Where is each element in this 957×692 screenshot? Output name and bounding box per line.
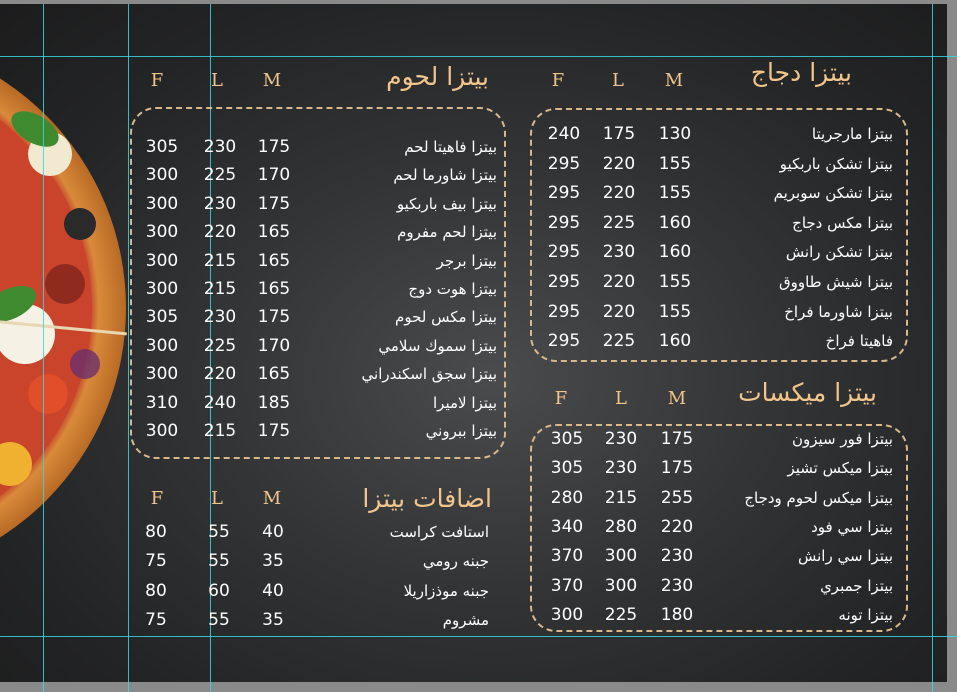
chicken-price-f: 295 xyxy=(547,212,581,233)
header-l: L xyxy=(612,70,624,91)
meat-item-name: بيتزا سموك سلامي xyxy=(378,336,497,355)
guide-line xyxy=(43,4,44,692)
meat-price-f: 300 xyxy=(145,165,179,186)
extras-price-l: 60 xyxy=(208,580,230,601)
mix-price-m: 230 xyxy=(660,575,694,596)
extras-price-m: 40 xyxy=(262,580,284,601)
mix-price-f: 280 xyxy=(550,487,584,508)
mix-price-m: 255 xyxy=(660,487,694,508)
meat-price-f: 300 xyxy=(145,421,179,441)
extras-price-f: 75 xyxy=(145,609,167,630)
chicken-price-l: 220 xyxy=(602,272,636,292)
mix-price-f: 300 xyxy=(550,604,584,625)
header-m: M xyxy=(262,70,282,91)
chicken-price-f: 295 xyxy=(547,331,581,352)
mix-item-name: بيتزا ميكس لحوم ودجاج xyxy=(744,488,893,507)
chicken-item-name: بيتزا تشكن سوبريم xyxy=(773,184,893,203)
section-title-mix: بيتزا ميكسات xyxy=(738,378,877,407)
meat-price-m: 165 xyxy=(257,364,291,385)
chicken-price-m: 130 xyxy=(658,124,692,144)
chicken-item-name: بيتزا تشكن باربكيو xyxy=(779,154,893,173)
extras-price-m: 35 xyxy=(262,551,284,572)
chicken-price-m: 160 xyxy=(658,212,692,233)
mix-price-l: 230 xyxy=(604,429,638,449)
meat-item-name: بيتزا هوت دوج xyxy=(408,280,497,298)
chicken-price-l: 220 xyxy=(602,301,636,322)
header-f: F xyxy=(150,488,164,509)
mix-price-f: 305 xyxy=(550,429,584,449)
meat-price-f: 300 xyxy=(145,335,179,356)
mix-item-name: بيتزا جمبري xyxy=(820,576,893,595)
section-title-extras: اضافات بيتزا xyxy=(362,484,492,513)
meat-price-f: 305 xyxy=(145,307,179,328)
meat-price-l: 220 xyxy=(203,222,237,243)
meat-price-f: 305 xyxy=(145,137,179,157)
mix-price-l: 215 xyxy=(604,487,638,508)
guide-line xyxy=(128,4,129,692)
header-m: M xyxy=(262,488,282,509)
meat-item-name: بيتزا سجق اسكندراني xyxy=(361,365,497,384)
meat-price-l: 225 xyxy=(203,335,237,356)
mix-price-f: 340 xyxy=(550,516,584,537)
header-l: L xyxy=(211,488,223,509)
mix-price-f: 370 xyxy=(550,575,584,596)
chicken-price-m: 160 xyxy=(658,242,692,263)
chicken-box xyxy=(530,108,908,362)
chicken-price-f: 295 xyxy=(547,242,581,263)
chicken-item-name: بيتزا مارجريتا xyxy=(811,125,893,143)
chicken-price-l: 220 xyxy=(602,183,636,204)
mix-item-name: بيتزا فور سيزون xyxy=(791,430,893,448)
chicken-price-f: 240 xyxy=(547,124,581,144)
meat-price-m: 170 xyxy=(257,335,291,356)
extras-price-l: 55 xyxy=(208,609,230,630)
mix-price-m: 180 xyxy=(660,604,694,625)
meat-price-f: 300 xyxy=(145,193,179,214)
mix-item-name: بيتزا تونه xyxy=(838,605,893,624)
chicken-price-f: 295 xyxy=(547,183,581,204)
meat-price-m: 165 xyxy=(257,222,291,243)
mix-price-l: 225 xyxy=(604,604,638,625)
chicken-price-l: 175 xyxy=(602,124,636,144)
meat-price-m: 175 xyxy=(257,421,291,441)
meat-price-f: 310 xyxy=(145,392,179,413)
meat-price-l: 230 xyxy=(203,307,237,328)
extras-item-name: مشروم xyxy=(442,610,489,629)
chicken-price-l: 220 xyxy=(602,153,636,174)
mix-price-f: 305 xyxy=(550,458,584,479)
meat-item-name: بيتزا فاهيتا لحم xyxy=(404,138,497,156)
mix-price-m: 230 xyxy=(660,546,694,567)
mix-price-m: 175 xyxy=(660,458,694,479)
chicken-item-name: فاهيتا فراخ xyxy=(825,332,893,351)
mix-price-l: 230 xyxy=(604,458,638,479)
mix-item-name: بيتزا سي رانش xyxy=(798,547,893,566)
chicken-price-l: 225 xyxy=(602,212,636,233)
mix-price-f: 370 xyxy=(550,546,584,567)
extras-item-name: جبنه موذزاريلا xyxy=(403,581,489,600)
meat-price-f: 300 xyxy=(145,279,179,299)
chicken-price-f: 295 xyxy=(547,272,581,292)
meat-item-name: بيتزا شاورما لحم xyxy=(393,166,497,185)
header-l: L xyxy=(615,388,627,409)
meat-price-m: 170 xyxy=(257,165,291,186)
pizza-image xyxy=(0,34,128,582)
extras-price-l: 55 xyxy=(208,522,230,542)
meat-item-name: بيتزا بيف باربكيو xyxy=(396,194,497,213)
extras-price-f: 80 xyxy=(145,522,167,542)
meat-price-l: 215 xyxy=(203,421,237,441)
mix-price-l: 280 xyxy=(604,516,638,537)
extras-item-name: جبنه رومي xyxy=(422,552,489,571)
chicken-price-m: 160 xyxy=(658,331,692,352)
section-title-meat: بيتزا لحوم xyxy=(386,62,489,91)
chicken-price-m: 155 xyxy=(658,183,692,204)
menu-board xyxy=(0,4,947,682)
extras-price-f: 80 xyxy=(145,580,167,601)
meat-item-name: بيتزا لحم مفروم xyxy=(397,223,497,242)
meat-item-name: بيتزا مكس لحوم xyxy=(395,308,497,327)
header-f: F xyxy=(551,70,565,91)
chicken-price-m: 155 xyxy=(658,153,692,174)
meat-price-m: 165 xyxy=(257,279,291,299)
meat-price-m: 165 xyxy=(257,250,291,271)
guide-line xyxy=(0,56,957,57)
meat-item-name: بيتزا برجر xyxy=(436,251,497,270)
extras-price-l: 55 xyxy=(208,551,230,572)
extras-price-m: 40 xyxy=(262,522,284,542)
meat-price-l: 230 xyxy=(203,137,237,157)
meat-price-l: 230 xyxy=(203,193,237,214)
section-title-chicken: بيتزا دجاج xyxy=(750,58,852,87)
extras-price-m: 35 xyxy=(262,609,284,630)
meat-price-l: 225 xyxy=(203,165,237,186)
extras-price-f: 75 xyxy=(145,551,167,572)
header-m: M xyxy=(667,388,687,409)
chicken-item-name: بيتزا شيش طاووق xyxy=(778,273,893,291)
chicken-price-m: 155 xyxy=(658,301,692,322)
header-m: M xyxy=(664,70,684,91)
mix-price-l: 300 xyxy=(604,546,638,567)
mix-item-name: بيتزا سي فود xyxy=(811,517,893,536)
meat-price-l: 215 xyxy=(203,250,237,271)
mix-item-name: بيتزا ميكس تشيز xyxy=(787,459,893,478)
meat-price-l: 220 xyxy=(203,364,237,385)
meat-price-f: 300 xyxy=(145,364,179,385)
chicken-price-l: 230 xyxy=(602,242,636,263)
guide-line xyxy=(932,4,933,692)
chicken-price-l: 225 xyxy=(602,331,636,352)
meat-price-m: 175 xyxy=(257,193,291,214)
meat-price-l: 240 xyxy=(203,392,237,413)
extras-item-name: استافت كراست xyxy=(389,523,489,541)
header-f: F xyxy=(554,388,568,409)
meat-price-f: 300 xyxy=(145,222,179,243)
meat-price-m: 175 xyxy=(257,307,291,328)
meat-price-m: 175 xyxy=(257,137,291,157)
meat-item-name: بيتزا ببروني xyxy=(425,422,497,440)
mix-price-m: 220 xyxy=(660,516,694,537)
mix-price-l: 300 xyxy=(604,575,638,596)
guide-line xyxy=(0,636,957,637)
chicken-price-f: 295 xyxy=(547,301,581,322)
chicken-item-name: بيتزا تشكن رانش xyxy=(785,243,893,262)
header-f: F xyxy=(150,70,164,91)
meat-price-m: 185 xyxy=(257,392,291,413)
chicken-price-f: 295 xyxy=(547,153,581,174)
header-l: L xyxy=(211,70,223,91)
meat-price-l: 215 xyxy=(203,279,237,299)
meat-item-name: بيتزا لاميرا xyxy=(433,393,497,412)
chicken-item-name: بيتزا شاورما فراخ xyxy=(784,302,893,321)
chicken-item-name: بيتزا مكس دجاج xyxy=(792,213,893,232)
chicken-price-m: 155 xyxy=(658,272,692,292)
mix-price-m: 175 xyxy=(660,429,694,449)
meat-price-f: 300 xyxy=(145,250,179,271)
